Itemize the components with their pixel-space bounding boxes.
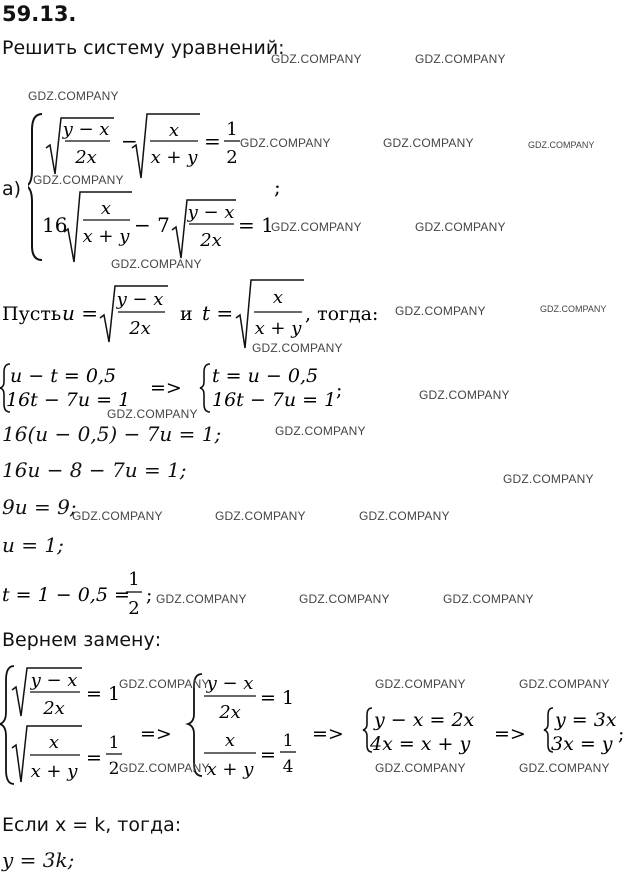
watermark: GDZ.COMPANY — [540, 304, 607, 314]
b2-rhs-den: 4 — [282, 757, 294, 777]
u-den: 2x — [129, 318, 151, 339]
eq2-frac1-num: x — [100, 198, 112, 219]
system-brace — [28, 114, 42, 260]
a1-den: 2x — [43, 698, 65, 719]
if-line-text: Если x = k, тогда: — [2, 814, 182, 836]
step-5-num: 1 — [128, 569, 140, 590]
intro-text: Решить систему уравнений: — [2, 37, 285, 59]
t-num: x — [272, 287, 284, 308]
d2: 3x = y — [551, 733, 613, 755]
watermark: GDZ.COMPANY — [271, 220, 362, 234]
watermark: GDZ.COMPANY — [299, 592, 390, 606]
d1: y = 3x — [555, 709, 617, 731]
eq1-frac2-den: x + y — [150, 147, 198, 168]
watermark: GDZ.COMPANY — [443, 592, 534, 606]
step-2: 16u − 8 − 7u = 1; — [2, 458, 187, 482]
back-sub-heading: Вернем замену: — [2, 629, 162, 651]
c1: y − x = 2x — [374, 709, 475, 731]
a2-eq: = — [86, 747, 102, 769]
a1-num: y − x — [30, 670, 78, 691]
b1-den: 2x — [219, 702, 241, 723]
lin-semicolon: ; — [336, 379, 343, 401]
step-1: 16(u − 0,5) − 7u = 1; — [2, 422, 222, 446]
eq1-minus: − — [121, 129, 138, 153]
step-3: 9u = 9; — [2, 495, 77, 519]
watermark: GDZ.COMPANY — [519, 761, 610, 775]
t-den: x + y — [254, 318, 302, 339]
eq1-frac1-num: y − x — [62, 119, 110, 140]
lin-left1: u − t = 0,5 — [10, 365, 117, 387]
step-5-den: 2 — [128, 598, 140, 619]
problem-number: 59.13. — [2, 2, 77, 26]
watermark: GDZ.COMPANY — [503, 472, 594, 486]
a2-rhs-num: 1 — [108, 733, 120, 753]
let-word: Пусть — [2, 303, 62, 325]
arrow-1: => — [140, 723, 172, 745]
watermark: GDZ.COMPANY — [415, 220, 506, 234]
watermark: GDZ.COMPANY — [107, 407, 198, 421]
lin-left2: 16t − 7u = 1 — [6, 389, 131, 411]
eq2-frac1-den: x + y — [82, 226, 130, 247]
eq2-frac2-num: y − x — [187, 202, 235, 223]
watermark: GDZ.COMPANY — [383, 136, 474, 150]
watermark: GDZ.COMPANY — [252, 341, 343, 355]
d-semicolon: ; — [618, 723, 625, 745]
and-word: и — [180, 303, 193, 325]
u-num: y − x — [116, 289, 164, 310]
if-line — [2, 812, 181, 836]
watermark: GDZ.COMPANY — [215, 509, 306, 523]
u-equals: u = — [62, 301, 98, 325]
c2: 4x = x + y — [370, 733, 471, 755]
a2-den: x + y — [30, 761, 78, 782]
b1-rhs: = 1 — [260, 687, 295, 709]
b2-rhs-num: 1 — [282, 731, 294, 751]
watermark: GDZ.COMPANY — [375, 761, 466, 775]
eq2-rhs: = 1 — [238, 213, 274, 237]
lin-right1: t = u − 0,5 — [212, 365, 319, 387]
watermark: GDZ.COMPANY — [111, 257, 202, 271]
system-brace — [200, 364, 210, 412]
eq2-coef1: 16 — [42, 213, 68, 237]
last-line: y = 3k; — [2, 848, 75, 872]
arrow-3: => — [494, 723, 526, 745]
eq1-rhs-num: 1 — [226, 119, 238, 140]
watermark: GDZ.COMPANY — [359, 509, 450, 523]
system-semicolon: ; — [274, 175, 281, 199]
watermark: GDZ.COMPANY — [72, 509, 163, 523]
lin-right2: 16t − 7u = 1 — [212, 389, 337, 411]
eq2-coef2: − 7 — [134, 213, 170, 237]
b2-eq: = — [260, 744, 276, 766]
watermark: GDZ.COMPANY — [528, 140, 595, 150]
eq1-frac1-den: 2x — [75, 147, 97, 168]
watermark: GDZ.COMPANY — [28, 89, 119, 103]
watermark: GDZ.COMPANY — [119, 677, 210, 691]
a2-rhs-den: 2 — [108, 759, 120, 779]
step-4: u = 1; — [2, 533, 64, 557]
watermark: GDZ.COMPANY — [519, 677, 610, 691]
eq2-frac2-den: 2x — [200, 230, 222, 251]
watermark: GDZ.COMPANY — [156, 592, 247, 606]
watermark: GDZ.COMPANY — [271, 52, 362, 66]
equation-system-a — [28, 108, 328, 268]
step-5-semicolon: ; — [146, 584, 153, 606]
b1-num: y − x — [206, 673, 254, 694]
lin-arrow: => — [150, 377, 182, 399]
watermark: GDZ.COMPANY — [415, 52, 506, 66]
arrow-2: => — [312, 723, 344, 745]
step-5 — [0, 565, 170, 623]
watermark: GDZ.COMPANY — [395, 304, 486, 318]
a2-num: x — [48, 732, 60, 753]
watermark: GDZ.COMPANY — [275, 424, 366, 438]
watermark: GDZ.COMPANY — [240, 136, 331, 150]
t-equals: t = — [202, 301, 234, 325]
watermark: GDZ.COMPANY — [375, 677, 466, 691]
b2-den: x + y — [206, 759, 254, 780]
watermark: GDZ.COMPANY — [33, 173, 124, 187]
eq1-rhs-den: 2 — [226, 147, 238, 168]
eq1-frac2-num: x — [168, 120, 180, 141]
then-word: , тогда: — [305, 303, 379, 325]
watermark: GDZ.COMPANY — [119, 761, 210, 775]
eq1-equals: = — [204, 129, 221, 153]
step-5-left: t = 1 − 0,5 = — [2, 584, 130, 606]
system-brace — [0, 666, 14, 784]
part-label: а) — [2, 178, 22, 200]
watermark: GDZ.COMPANY — [419, 388, 510, 402]
a1-rhs: = 1 — [86, 683, 121, 705]
sqrt-sign — [132, 114, 200, 178]
b2-num: x — [224, 730, 236, 751]
